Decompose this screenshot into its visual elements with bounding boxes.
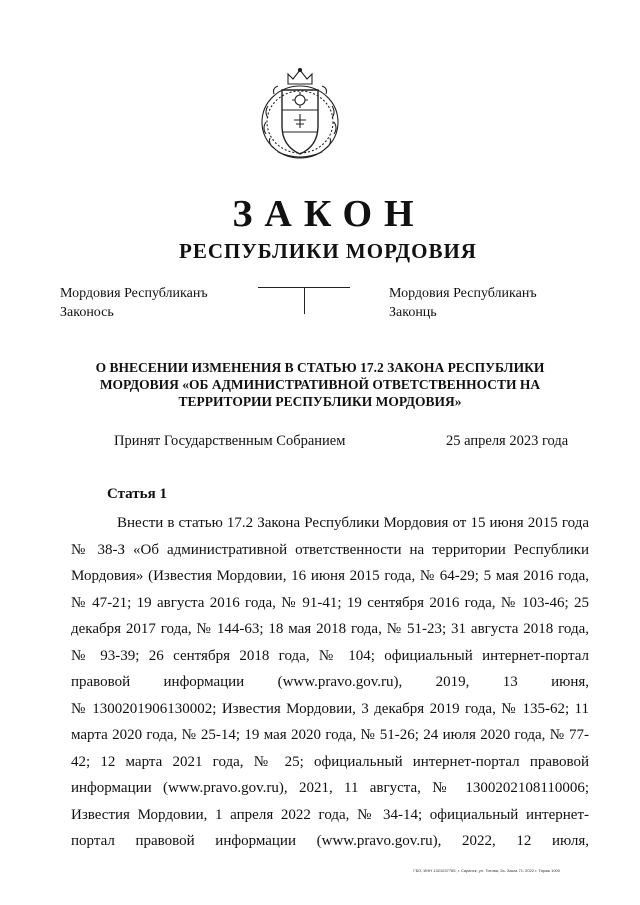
coat-of-arms-emblem xyxy=(258,66,342,162)
header-right-block xyxy=(389,284,537,322)
article-line: № 38-З «Об административной ответственности на территории Республики xyxy=(71,541,589,558)
law-title-line: ТЕРРИТОРИИ РЕСПУБЛИКИ МОРДОВИЯ» xyxy=(178,394,462,409)
footer-imprint: ГБО, ИНН 1321037765, г. Саранск, ул. Титова, 2а. Заказ 71. 2022 г. Тираж 1000 xyxy=(413,868,560,873)
article-line: декабря 2017 года, № 144-63; 18 мая 2018 года, № 51-23; 31 августа 2018 года, xyxy=(71,621,589,637)
article-line: № 47-21; 19 августа 2016 года, № 91-41; 19 сентября 2016 года, № 103-46; 25 xyxy=(71,594,589,611)
article-line: правовой информации (www.pravo.gov.ru), 2019, 13 июня, xyxy=(71,674,589,690)
article-line: информации (www.pravo.gov.ru), 2021, 11 августа, № 1300202108110006; xyxy=(71,780,589,796)
article-line: № 1300201906130002; Известия Мордовии, 3 декабря 2019 года, № 135-62; 11 xyxy=(71,700,589,717)
article-line: Мордовия» (Известия Мордовии, 16 июня 2015 года, № 64-29; 5 мая 2016 года, xyxy=(71,568,589,584)
article-line: портал правовой информации (www.pravo.gov.ru), 2022, 12 июля, xyxy=(71,833,589,849)
article-heading: Статья 1 xyxy=(107,486,167,502)
law-title-line: МОРДОВИЯ «ОБ АДМИНИСТРАТИВНОЙ ОТВЕТСТВЕННОСТИ НА xyxy=(99,377,541,392)
header-left-line: Мордовия Республиканъ xyxy=(60,286,208,301)
article-line: марта 2020 года, № 25-14; 19 мая 2020 года, № 51-26; 24 июля 2020 года, № 77- xyxy=(71,727,589,743)
article-line: № 93-39; 26 сентября 2018 года, № 104; официальный интернет-портал xyxy=(71,647,589,664)
document-title: ЗАКОН xyxy=(232,193,426,235)
article-line: Внести в статью 17.2 Закона Республики Мордовия от 15 июня 2015 года xyxy=(117,515,589,531)
adoption-date: 25 апреля 2023 года xyxy=(446,433,569,449)
document-subtitle: РЕСПУБЛИКИ МОРДОВИЯ xyxy=(179,239,477,263)
law-title-line: О ВНЕСЕНИИ ИЗМЕНЕНИЯ В СТАТЬЮ 17.2 ЗАКОНА РЕСПУБЛИКИ xyxy=(95,360,545,375)
adoption-label: Принят Государственным Собранием xyxy=(114,433,346,449)
header-right-line: Мордовия Республиканъ xyxy=(389,286,537,301)
article-line: Известия Мордовии, 1 апреля 2022 года, № 34-14; официальный интернет- xyxy=(71,806,589,823)
header-left-line: Законось xyxy=(60,305,114,320)
header-left-block xyxy=(60,284,208,322)
article-body xyxy=(71,510,589,855)
header-right-line: Законць xyxy=(389,305,437,320)
article-line: 42; 12 марта 2021 года, № 25; официальный интернет-портал правовой xyxy=(71,753,589,770)
header-divider-stem xyxy=(304,287,305,314)
law-title xyxy=(80,359,560,410)
